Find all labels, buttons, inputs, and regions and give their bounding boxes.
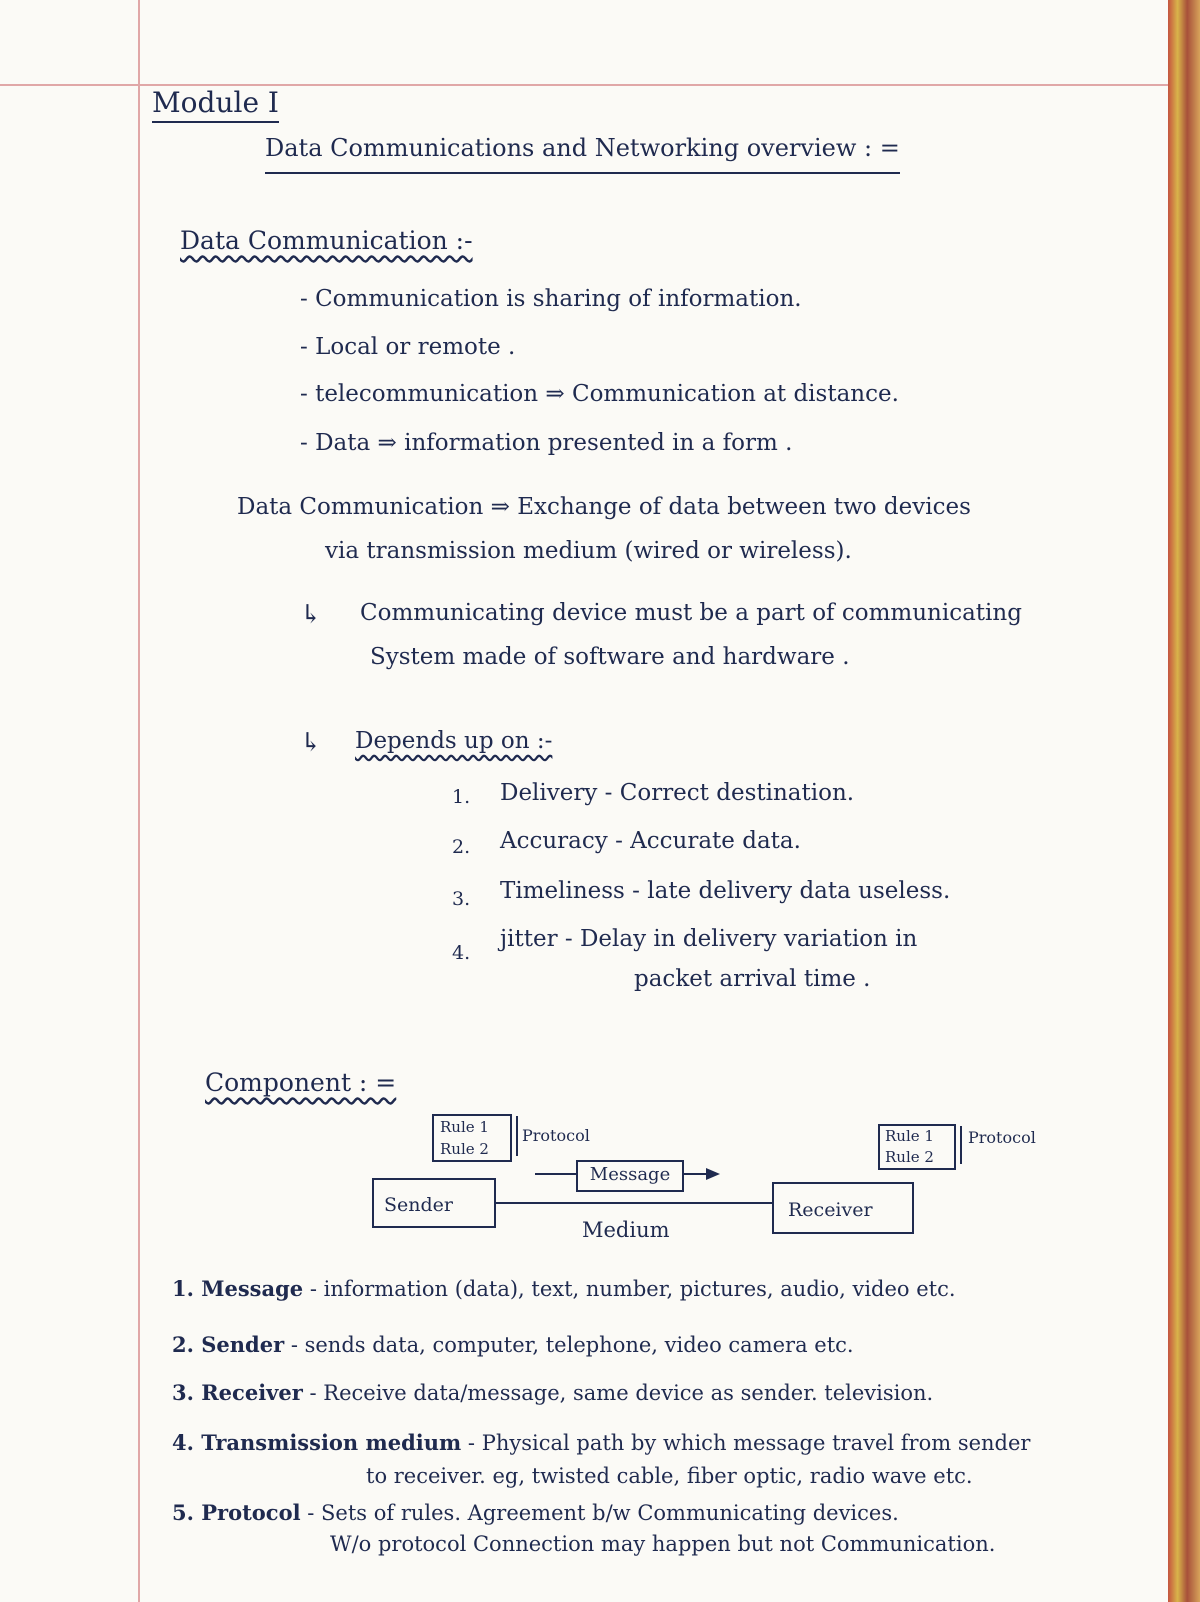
bullet-item: - Communication is sharing of information. xyxy=(300,286,802,312)
component-item-receiver xyxy=(172,1380,933,1405)
rules-box-right xyxy=(878,1124,956,1170)
component-item-message xyxy=(172,1276,956,1301)
component-item-transmission-medium xyxy=(172,1430,1030,1455)
rule2-label: Rule 2 xyxy=(885,1148,934,1166)
depends-item: Timeliness - late delivery data useless. xyxy=(500,878,951,904)
page-title: Data Communications and Networking overview : = xyxy=(265,134,900,174)
component-label: 4. Transmission medium xyxy=(172,1430,462,1455)
depends-num: 2. xyxy=(452,836,471,858)
sender-box: Sender xyxy=(372,1178,496,1228)
component-label: 5. Protocol xyxy=(172,1500,301,1525)
depends-num: 3. xyxy=(452,888,471,910)
rule2-label: Rule 2 xyxy=(440,1140,489,1158)
component-item-cont: to receiver. eg, twisted cable, fiber optic, radio wave etc. xyxy=(366,1464,973,1488)
depends-num: 1. xyxy=(452,786,471,808)
rule1-label: Rule 1 xyxy=(885,1127,934,1145)
depends-heading: Depends up on :- xyxy=(355,728,553,754)
protocol-label-left: Protocol xyxy=(522,1126,590,1145)
protocol-divider xyxy=(960,1126,962,1164)
depends-item-cont: packet arrival time . xyxy=(634,966,871,992)
arrow-icon: ↳ xyxy=(300,600,322,630)
protocol-label-right: Protocol xyxy=(968,1128,1036,1147)
note-line: Communicating device must be a part of communicating xyxy=(360,600,1022,626)
depends-num: 4. xyxy=(452,942,471,964)
depends-item: jitter - Delay in delivery variation in xyxy=(500,926,918,952)
module-heading: Module I xyxy=(152,86,279,123)
component-text: - Receive data/message, same device as sender. television. xyxy=(309,1381,934,1405)
bullet-item: - telecommunication ⇒ Communication at distance. xyxy=(300,381,899,407)
protocol-divider xyxy=(516,1116,518,1156)
margin-line-left xyxy=(138,0,140,1602)
component-text: - Physical path by which message travel from sender xyxy=(467,1431,1031,1455)
depends-item: Delivery - Correct destination. xyxy=(500,780,855,806)
component-label: 3. Receiver xyxy=(172,1380,303,1405)
section-heading-component: Component : = xyxy=(205,1068,397,1097)
rule1-label: Rule 1 xyxy=(440,1118,489,1136)
component-text: - Sets of rules. Agreement b/w Communicating devices. xyxy=(307,1501,899,1525)
component-item-sender xyxy=(172,1332,854,1357)
definition-line: Data Communication ⇒ Exchange of data between two devices xyxy=(237,494,971,520)
component-label: 2. Sender xyxy=(172,1332,285,1357)
arrow-icon: ↳ xyxy=(300,728,322,758)
page-edge-background xyxy=(1168,0,1200,1602)
message-arrow-head xyxy=(706,1168,720,1180)
note-line: System made of software and hardware . xyxy=(370,644,850,670)
medium-label: Medium xyxy=(582,1218,670,1242)
section-heading-data-communication: Data Communication :- xyxy=(180,226,473,255)
component-text: - sends data, computer, telephone, video camera etc. xyxy=(290,1333,854,1357)
bullet-item: - Data ⇒ information presented in a form . xyxy=(300,430,793,456)
bullet-item: - Local or remote . xyxy=(300,334,516,360)
receiver-box: Receiver xyxy=(772,1182,914,1234)
definition-line: via transmission medium (wired or wireless). xyxy=(325,538,852,564)
component-text: - information (data), text, number, pictures, audio, video etc. xyxy=(309,1277,956,1301)
component-item-cont: W/o protocol Connection may happen but not Communication. xyxy=(330,1532,996,1556)
component-item-protocol xyxy=(172,1500,899,1525)
rules-box-left xyxy=(432,1114,512,1162)
medium-line xyxy=(496,1202,772,1204)
component-label: 1. Message xyxy=(172,1276,304,1301)
message-box: Message xyxy=(576,1160,684,1192)
depends-item: Accuracy - Accurate data. xyxy=(500,828,801,854)
